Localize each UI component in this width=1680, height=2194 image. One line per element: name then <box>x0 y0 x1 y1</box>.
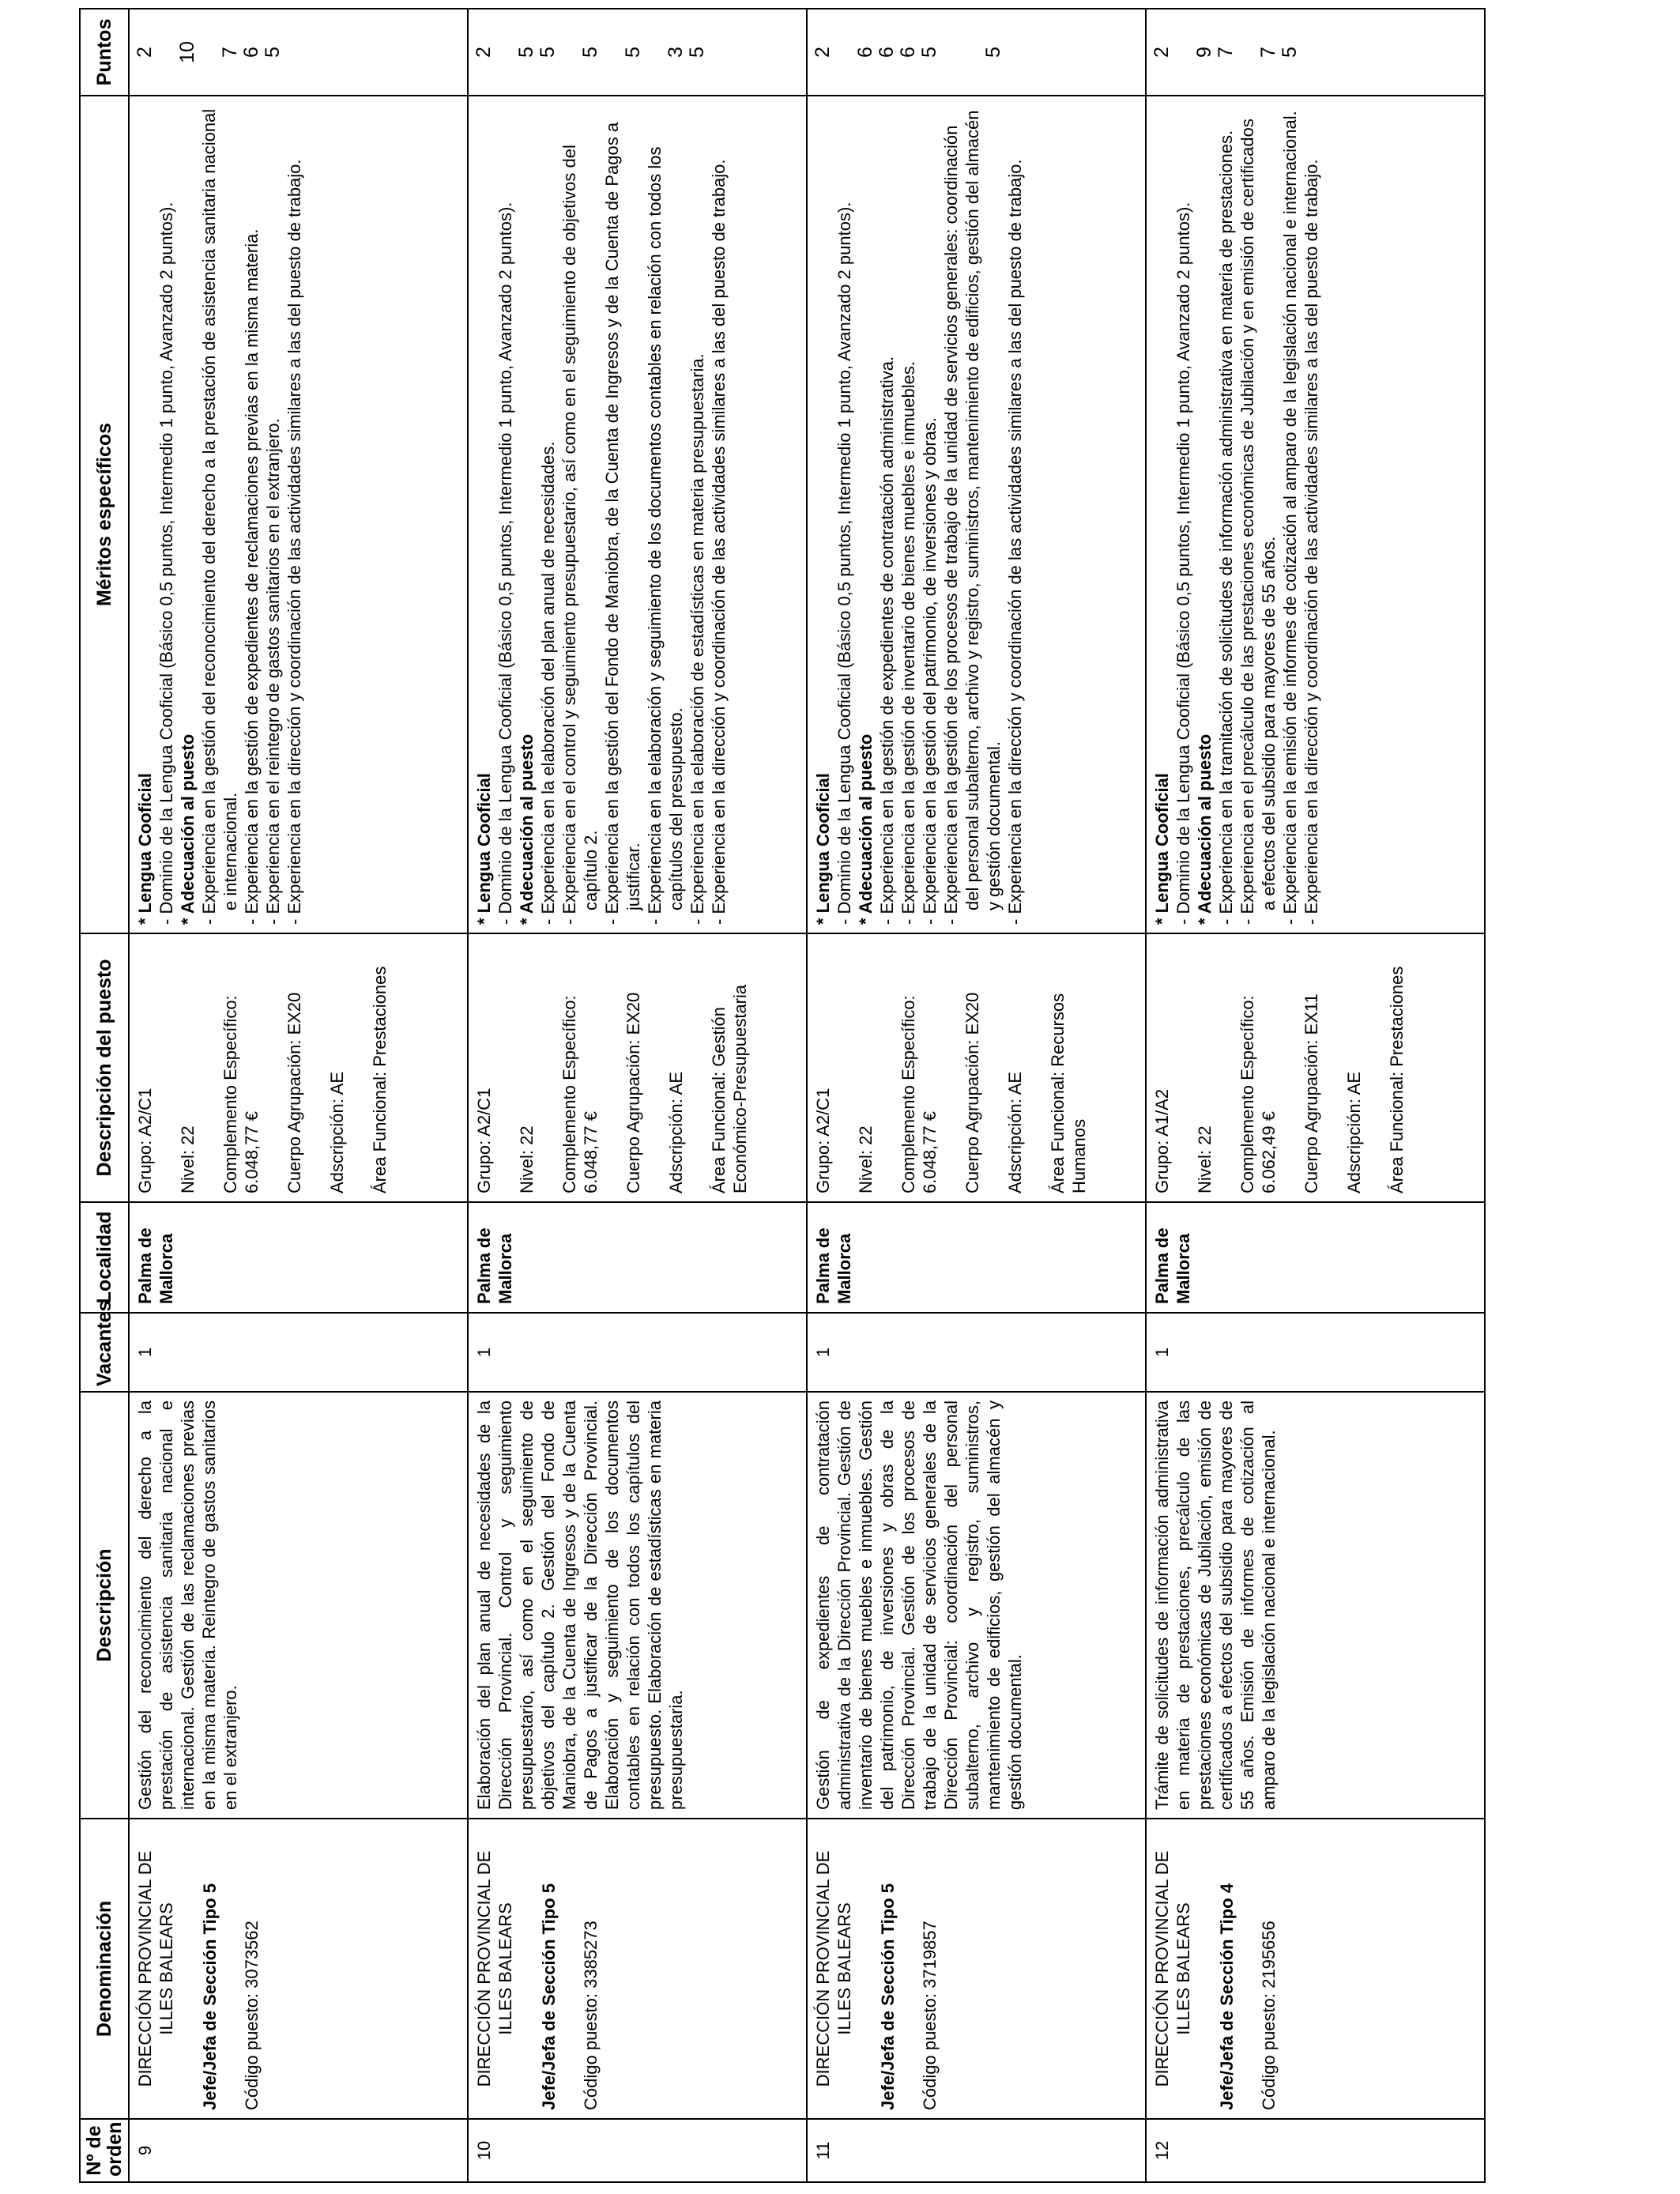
cuerpo-agrupacion: Cuerpo Agrupación: EX11 <box>1301 993 1321 1193</box>
merito-item: - Experiencia en el control y seguimiento presupuestario, así como en el seguimiento de objetivos del capítulo 2. <box>559 145 601 925</box>
nivel: Nivel: 22 <box>856 1125 876 1193</box>
lengua-cooficial-heading: * Lengua Cooficial <box>1152 773 1172 925</box>
table-row <box>1146 9 1485 2182</box>
merito-points: 5 <box>982 47 1004 58</box>
lengua-points: 2 <box>473 47 495 58</box>
nivel: Nivel: 22 <box>178 1125 198 1193</box>
descripcion-text: Trámite de solicitudes de información administrativa en materia de prestaciones, precálculo de las prestaciones económicas de Jubilación, emisión de certificados a efectos del subsidio para mayores de 55 años. Emisión de informes de cotización al amparo de la legislación nacional e internacional. <box>1152 1400 1279 1810</box>
vacantes-cell <box>468 1313 807 1392</box>
grupo: Grupo: A2/C1 <box>474 1088 494 1193</box>
header-denominacion: Denominación <box>80 1819 129 2119</box>
header-orden: Nº de orden <box>80 2119 129 2182</box>
organismo-name: DIRECCIÓN PROVINCIAL DE ILLES BALEARS <box>813 1850 854 2087</box>
meritos-cell <box>468 96 807 933</box>
codigo-puesto: Código puesto: 3073562 <box>242 1921 262 2110</box>
adecuacion-points <box>1193 17 1301 87</box>
header-puntos: Puntos <box>80 9 129 96</box>
merito-points: 5 <box>537 47 559 58</box>
merito-points: 5 <box>579 47 601 58</box>
puesto-title: Jefe/Jefa de Sección Tipo 5 <box>200 1883 220 2110</box>
cuerpo-agrupacion: Cuerpo Agrupación: EX20 <box>284 992 304 1193</box>
merito-points: 6 <box>854 47 876 58</box>
descripcion-text: Gestión del reconocimiento del derecho a la prestación de asistencia sanitaria nacional e internacional. Gestión de las reclamaciones previas en la misma materia. Reintegro de gastos sanitarios en el extranjero. <box>135 1400 240 1810</box>
puntos-cell <box>807 9 1146 96</box>
header-descripcion-puesto: Descripción del puesto <box>80 933 129 1202</box>
meritos-cell <box>1146 96 1485 933</box>
merito-item: - Experiencia en la dirección y coordinación de las actividades similares a las del puesto de trabajo. <box>1301 159 1321 925</box>
table-row <box>468 9 807 2182</box>
merito-item: - Experiencia en la gestión de expedientes de reclamaciones previas en la misma materia. <box>242 228 262 925</box>
localidad-value: Palma de Mallorca <box>813 1227 854 1304</box>
denominacion-cell <box>1146 1819 1485 2119</box>
merito-points: 10 <box>176 41 198 63</box>
job-positions-table <box>79 8 1486 2183</box>
header-meritos: Méritos específicos <box>80 96 129 933</box>
descripcion-puesto-cell <box>468 933 807 1202</box>
vacantes-cell <box>129 1313 468 1392</box>
adecuacion-points <box>854 17 1004 87</box>
grupo: Grupo: A1/A2 <box>1152 1088 1172 1193</box>
adecuacion-points <box>515 17 708 87</box>
lengua-cooficial-item: - Dominio de la Lengua Cooficial (Básico 0,5 puntos, Intermedio 1 punto, Avanzado 2 puntos). <box>495 202 515 925</box>
descripcion-text: Elaboración del plan anual de necesidades de la Dirección Provincial. Control y seguimiento presupuestario, así como en el seguimiento de objetivos del capítulo 2. Gestión del Fondo de Maniobra, de la Cuenta de Ingresos y de la Cuenta de Pagos a justificar de la Dirección Provincial. Elaboración y seguimiento de los documentos contables en relación con todos los capítulos del presupuesto. Elaboración de estadísticas en materia presupuestaria. <box>474 1400 686 1810</box>
area-funcional: Área Funcional: Prestaciones <box>1387 966 1407 1193</box>
adecuacion-points <box>176 17 284 87</box>
lengua-points: 2 <box>1151 47 1173 58</box>
area-funcional: Área Funcional: Recursos Humanos <box>1048 993 1089 1193</box>
localidad-value: Palma de Mallorca <box>474 1227 515 1304</box>
vacantes-cell <box>807 1313 1146 1392</box>
complemento-especifico: Complemento Específico: 6.048,77 € <box>898 995 940 1193</box>
vacantes-cell <box>1146 1313 1485 1392</box>
descripcion-puesto-cell <box>129 933 468 1202</box>
meritos-cell <box>807 96 1146 933</box>
merito-item: - Experiencia en la gestión de los procesos de trabajo de la unidad de servicios generales: coordinación del personal subalterno, archivo y registro, suministros, mantenimiento de edificios, gestión del almacén y gestión documental. <box>941 110 1004 925</box>
vacantes-value: 1 <box>474 1347 494 1358</box>
adecuacion-items <box>198 104 305 925</box>
rotated-table-sheet <box>79 9 1486 2183</box>
codigo-puesto: Código puesto: 3385273 <box>581 1921 601 2110</box>
puntos-cell <box>129 9 468 96</box>
adecuacion-items <box>1215 104 1322 925</box>
adecuacion-items <box>876 104 1026 925</box>
merito-points: 6 <box>876 47 898 58</box>
merito-points: 3 <box>665 47 687 58</box>
organismo-name: DIRECCIÓN PROVINCIAL DE ILLES BALEARS <box>1152 1850 1193 2087</box>
lengua-points: 2 <box>134 47 156 58</box>
merito-item: - Experiencia en la gestión de expedientes de contratación administrativa. <box>877 356 897 925</box>
meritos-cell <box>129 96 468 933</box>
organismo-name: DIRECCIÓN PROVINCIAL DE ILLES BALEARS <box>474 1850 515 2087</box>
merito-points: 7 <box>1257 47 1279 58</box>
area-funcional: Área Funcional: Prestaciones <box>370 966 390 1193</box>
merito-item: - Experiencia en la emisión de informes de cotización al amparo de la legislación nacional e internacional. <box>1280 111 1300 925</box>
merito-item: - Experiencia en la gestión de inventario de bienes muebles e inmuebles. <box>898 361 918 925</box>
adecuacion-heading: * Adecuación al puesto <box>517 733 537 925</box>
complemento-especifico: Complemento Específico: 6.048,77 € <box>559 995 601 1193</box>
merito-item: - Experiencia en la dirección y coordinación de las actividades similares a las del puesto de trabajo. <box>1005 159 1025 925</box>
table-row <box>129 9 468 2182</box>
merito-item: - Experiencia en la dirección y coordinación de las actividades similares a las del puesto de trabajo. <box>709 159 729 925</box>
descripcion-cell <box>1146 1392 1485 1819</box>
orden-value: 10 <box>474 2140 494 2161</box>
merito-points: 5 <box>918 47 940 58</box>
table-row <box>807 9 1146 2182</box>
vacantes-value: 1 <box>135 1347 155 1358</box>
puntos-cell <box>1146 9 1485 96</box>
denominacion-cell <box>129 1819 468 2119</box>
localidad-cell <box>1146 1202 1485 1313</box>
nivel: Nivel: 22 <box>1195 1125 1215 1193</box>
puesto-title: Jefe/Jefa de Sección Tipo 5 <box>539 1883 559 2110</box>
organismo-name: DIRECCIÓN PROVINCIAL DE ILLES BALEARS <box>135 1850 176 2087</box>
adecuacion-heading: * Adecuación al puesto <box>178 733 198 925</box>
adscripcion: Adscripción: AE <box>666 1071 686 1193</box>
merito-item: - Experiencia en la gestión del patrimonio, de inversiones y obras. <box>920 417 940 925</box>
cuerpo-agrupacion: Cuerpo Agrupación: EX20 <box>623 992 643 1193</box>
lengua-cooficial-heading: * Lengua Cooficial <box>813 773 833 925</box>
adecuacion-heading: * Adecuación al puesto <box>1195 733 1215 925</box>
orden-cell <box>1146 2119 1485 2182</box>
grupo: Grupo: A2/C1 <box>813 1088 833 1193</box>
lengua-cooficial-item: - Dominio de la Lengua Cooficial (Básico 0,5 puntos, Intermedio 1 punto, Avanzado 2 puntos). <box>1173 202 1193 925</box>
header-localidad: Localidad <box>80 1202 129 1313</box>
orden-value: 12 <box>1152 2140 1172 2161</box>
header-row <box>80 9 129 2182</box>
orden-cell <box>807 2119 1146 2182</box>
merito-points: 7 <box>1215 47 1237 58</box>
lengua-cooficial-heading: * Lengua Cooficial <box>474 773 494 925</box>
orden-cell <box>468 2119 807 2182</box>
merito-item: - Experiencia en la gestión del reconocimiento del derecho a la prestación de asistencia sanitaria nacional e internacional. <box>199 108 240 925</box>
adscripcion: Adscripción: AE <box>327 1071 347 1193</box>
merito-item: - Experiencia en el reintegro de gastos sanitarios en el extranjero. <box>263 418 283 925</box>
area-funcional: Área Funcional: Gestión Económico-Presupuestaria <box>709 984 750 1193</box>
vacantes-value: 1 <box>813 1347 833 1358</box>
merito-item: - Experiencia en la tramitación de solicitudes de información administrativa en materia de prestaciones. <box>1216 130 1236 925</box>
complemento-especifico: Complemento Específico: 6.048,77 € <box>220 995 262 1193</box>
orden-cell <box>129 2119 468 2182</box>
merito-item: - Experiencia en la elaboración del plan anual de necesidades. <box>538 441 558 925</box>
denominacion-cell <box>807 1819 1146 2119</box>
localidad-value: Palma de Mallorca <box>135 1227 176 1304</box>
orden-value: 9 <box>135 2145 155 2156</box>
merito-points: 7 <box>219 47 241 58</box>
adecuacion-heading: * Adecuación al puesto <box>856 733 876 925</box>
merito-item: - Experiencia en la dirección y coordinación de las actividades similares a las del puesto de trabajo. <box>284 159 304 925</box>
localidad-cell <box>807 1202 1146 1313</box>
localidad-cell <box>468 1202 807 1313</box>
complemento-especifico: Complemento Específico: 6.062,49 € <box>1237 995 1279 1193</box>
merito-points: 5 <box>622 47 644 58</box>
descripcion-cell <box>807 1392 1146 1819</box>
merito-points: 5 <box>262 47 284 58</box>
vacantes-value: 1 <box>1152 1347 1172 1358</box>
descripcion-cell <box>468 1392 807 1819</box>
codigo-puesto: Código puesto: 3719857 <box>920 1921 940 2110</box>
adscripcion: Adscripción: AE <box>1344 1071 1364 1193</box>
merito-points: 6 <box>240 47 262 58</box>
cuerpo-agrupacion: Cuerpo Agrupación: EX20 <box>962 992 982 1193</box>
descripcion-cell <box>129 1392 468 1819</box>
descripcion-puesto-cell <box>807 933 1146 1202</box>
descripcion-text: Gestión de expedientes de contratación administrativa de la Dirección Provincial. Gestión de inventario de bienes muebles e inmuebles. Gestión del patrimonio, de inversiones y obras de la Dirección Provincial. Gestión de los procesos de trabajo de la unidad de servicios generales de la Dirección Provincial: coordinación del personal subalterno, archivo y registro, suministros, mantenimiento de edificios, gestión del almacén y gestión documental. <box>813 1400 1025 1810</box>
adecuacion-items <box>537 104 729 925</box>
puesto-title: Jefe/Jefa de Sección Tipo 5 <box>878 1883 898 2110</box>
lengua-cooficial-heading: * Lengua Cooficial <box>135 773 155 925</box>
adscripcion: Adscripción: AE <box>1005 1071 1025 1193</box>
merito-item: - Experiencia en la gestión del Fondo de Maniobra, de la Cuenta de Ingresos y de la Cuenta de Pagos a justificar. <box>602 122 643 925</box>
denominacion-cell <box>468 1819 807 2119</box>
lengua-points: 2 <box>812 47 834 58</box>
descripcion-puesto-cell <box>1146 933 1485 1202</box>
lengua-cooficial-item: - Dominio de la Lengua Cooficial (Básico 0,5 puntos, Intermedio 1 punto, Avanzado 2 puntos). <box>156 202 176 925</box>
orden-value: 11 <box>813 2141 833 2160</box>
localidad-cell <box>129 1202 468 1313</box>
merito-points: 5 <box>1279 47 1301 58</box>
puesto-title: Jefe/Jefa de Sección Tipo 4 <box>1217 1883 1237 2110</box>
nivel: Nivel: 22 <box>517 1125 537 1193</box>
merito-points: 6 <box>897 47 919 58</box>
localidad-value: Palma de Mallorca <box>1152 1227 1193 1304</box>
lengua-cooficial-item: - Dominio de la Lengua Cooficial (Básico 0,5 puntos, Intermedio 1 punto, Avanzado 2 puntos). <box>834 202 854 925</box>
merito-points: 5 <box>686 47 708 58</box>
grupo: Grupo: A2/C1 <box>135 1088 155 1193</box>
header-descripcion: Descripción <box>80 1392 129 1819</box>
codigo-puesto: Código puesto: 2195656 <box>1259 1921 1279 2110</box>
merito-points: 9 <box>1193 47 1215 58</box>
merito-item: - Experiencia en el precálculo de las prestaciones económicas de Jubilación y en emisión de certificados a efectos del subsidio para mayores de 55 años. <box>1237 119 1279 925</box>
puntos-cell <box>468 9 807 96</box>
header-vacantes: Vacantes <box>80 1313 129 1392</box>
merito-item: - Experiencia en la elaboración de estadísticas en materia presupuestaria. <box>687 353 707 925</box>
merito-points: 5 <box>515 47 537 58</box>
merito-item: - Experiencia en la elaboración y seguimiento de los documentos contables en relación con todos los capítulos del presupuesto. <box>645 146 686 925</box>
